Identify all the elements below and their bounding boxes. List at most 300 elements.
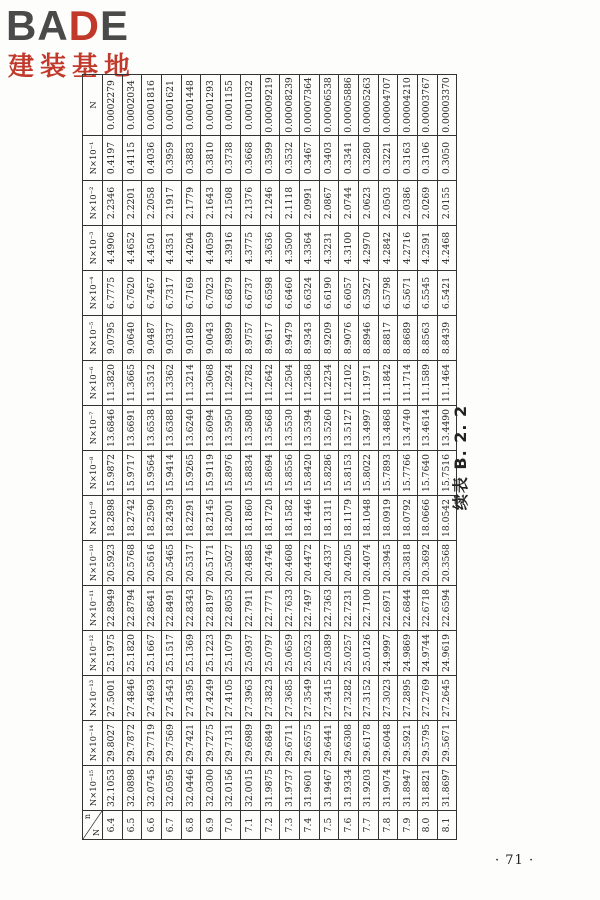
table-row	[103, 75, 123, 840]
table-cell: 0.3599	[260, 136, 280, 181]
table-cell: 24.9744	[418, 631, 438, 676]
table-cell: 22.6844	[398, 586, 418, 631]
table-cell: 13.5950	[221, 406, 241, 451]
table-cell: 29.6178	[358, 721, 378, 766]
table-cell: 18.2291	[181, 496, 201, 541]
table-cell: 20.4746	[260, 541, 280, 586]
table-cell: 15.9265	[181, 451, 201, 496]
table-cell: 2.0386	[398, 181, 418, 226]
table-cell: 25.1079	[221, 631, 241, 676]
table-cell: 0.0001032	[240, 75, 260, 136]
table-cell: 25.1223	[201, 631, 221, 676]
table-cell: 20.4074	[358, 541, 378, 586]
logo-chinese-text: 建装基地	[8, 52, 137, 82]
table-cell: 15.8556	[280, 451, 300, 496]
table-cell: 15.9717	[122, 451, 142, 496]
table-cell: 18.2742	[122, 496, 142, 541]
table-cell: 32.0595	[162, 766, 182, 811]
table-cell: 29.6575	[299, 721, 319, 766]
table-cell: 32.0156	[221, 766, 241, 811]
table-cell: 13.4868	[378, 406, 398, 451]
table-cell: 8.9209	[319, 316, 339, 361]
table-cell: 20.5027	[221, 541, 241, 586]
table-cell: 29.5921	[398, 721, 418, 766]
table-cell: 11.1589	[418, 361, 438, 406]
table-cell: 27.3549	[299, 676, 319, 721]
table-cell: 13.6538	[142, 406, 162, 451]
table-cell: 0.00005263	[358, 75, 378, 136]
table-cell: 2.0623	[358, 181, 378, 226]
column-header: N×10⁻⁹	[83, 496, 103, 541]
table-cell: 20.5616	[142, 541, 162, 586]
table-cell: 4.3500	[280, 226, 300, 271]
table-body	[103, 75, 457, 840]
table-cell: 15.9564	[142, 451, 162, 496]
table-cell: 31.9875	[260, 766, 280, 811]
table-cell: 20.4472	[299, 541, 319, 586]
table-cell: 13.4997	[358, 406, 378, 451]
table-cell: 9.0795	[103, 316, 123, 361]
table-cell: 25.1975	[103, 631, 123, 676]
table-cell: 11.3820	[103, 361, 123, 406]
table-cell: 4.3100	[339, 226, 359, 271]
table-cell: 20.3568	[437, 541, 457, 586]
table-row	[378, 75, 398, 840]
table-cell: 4.3916	[221, 226, 241, 271]
table-cell: 6.6460	[280, 271, 300, 316]
table-cell: 25.0937	[240, 631, 260, 676]
row-n-cell: 7.4	[299, 811, 319, 840]
table-cell: 22.7771	[260, 586, 280, 631]
table-cell: 25.0389	[319, 631, 339, 676]
table-row	[260, 75, 280, 840]
table-cell: 22.6971	[378, 586, 398, 631]
table-cell: 8.8439	[437, 316, 457, 361]
table-cell: 0.0001155	[221, 75, 241, 136]
table-cell: 0.00008239	[280, 75, 300, 136]
table-cell: 32.0300	[201, 766, 221, 811]
table-cell: 22.7231	[339, 586, 359, 631]
table-cell: 29.5795	[418, 721, 438, 766]
table-cell: 27.4846	[122, 676, 142, 721]
table-cell: 2.0503	[378, 181, 398, 226]
table-cell: 0.3106	[418, 136, 438, 181]
table-cell: 27.4543	[162, 676, 182, 721]
table-cell: 29.7872	[122, 721, 142, 766]
table-cell: 0.3341	[339, 136, 359, 181]
table-cell: 6.7775	[103, 271, 123, 316]
table-row	[398, 75, 418, 840]
table-cell: 27.5001	[103, 676, 123, 721]
table-cell: 2.1118	[280, 181, 300, 226]
table-cell: 8.9343	[299, 316, 319, 361]
column-header: N×10⁻³	[83, 226, 103, 271]
table-cell: 2.1508	[221, 181, 241, 226]
table-cell: 0.3221	[378, 136, 398, 181]
row-n-cell: 8.0	[418, 811, 438, 840]
table-cell: 15.9414	[162, 451, 182, 496]
table-cell: 15.9872	[103, 451, 123, 496]
table-cell: 22.8641	[142, 586, 162, 631]
table-cell: 25.1517	[162, 631, 182, 676]
table-cell: 11.1971	[358, 361, 378, 406]
table-cell: 2.1779	[181, 181, 201, 226]
table-cell: 0.3810	[201, 136, 221, 181]
table-cell: 25.0257	[339, 631, 359, 676]
table-cell: 20.4885	[240, 541, 260, 586]
table-cell: 0.00007364	[299, 75, 319, 136]
table-cell: 0.4115	[122, 136, 142, 181]
table-cell: 27.3415	[319, 676, 339, 721]
row-n-cell: 6.4	[103, 811, 123, 840]
table-cell: 31.8821	[418, 766, 438, 811]
table-cell: 31.9467	[319, 766, 339, 811]
table-cell: 11.2782	[240, 361, 260, 406]
table-cell: 4.2591	[418, 226, 438, 271]
table-cell: 11.3068	[201, 361, 221, 406]
table-cell: 22.8794	[122, 586, 142, 631]
table-cell: 18.1582	[280, 496, 300, 541]
table-cell: 0.00004210	[398, 75, 418, 136]
table-cell: 6.7023	[201, 271, 221, 316]
table-cell: 22.8343	[181, 586, 201, 631]
table-cell: 20.5171	[201, 541, 221, 586]
table-cell: 27.3963	[240, 676, 260, 721]
row-n-cell: 7.1	[240, 811, 260, 840]
table-cell: 24.9869	[398, 631, 418, 676]
table-cell: 13.4490	[437, 406, 457, 451]
table-cell: 0.3959	[162, 136, 182, 181]
table-cell: 27.4395	[181, 676, 201, 721]
table-cell: 8.8689	[398, 316, 418, 361]
table-cell: 25.0523	[299, 631, 319, 676]
bade-logo	[6, 4, 176, 84]
table-cell: 13.4614	[418, 406, 438, 451]
table-cell: 15.7893	[378, 451, 398, 496]
table-cell: 11.3362	[162, 361, 182, 406]
table-cell: 18.2439	[162, 496, 182, 541]
table-cell: 27.4249	[201, 676, 221, 721]
table-cell: 20.5317	[181, 541, 201, 586]
table-cell: 22.8491	[162, 586, 182, 631]
table-cell: 0.00004707	[378, 75, 398, 136]
table-cell: 0.00009219	[260, 75, 280, 136]
table-cell: 18.0792	[398, 496, 418, 541]
table-cell: 2.0744	[339, 181, 359, 226]
table-cell: 11.2504	[280, 361, 300, 406]
table-cell: 13.5668	[260, 406, 280, 451]
table-cell: 8.9757	[240, 316, 260, 361]
column-header: N×10⁻¹	[83, 136, 103, 181]
table-cell: 0.0002279	[103, 75, 123, 136]
table-cell: 25.1820	[122, 631, 142, 676]
corner-header-cell	[83, 811, 103, 840]
table-cell: 6.5927	[358, 271, 378, 316]
table-cell: 20.3818	[398, 541, 418, 586]
table-cell: 27.2645	[437, 676, 457, 721]
table-cell: 22.8197	[201, 586, 221, 631]
table-cell: 8.8946	[358, 316, 378, 361]
table-cell: 6.5545	[418, 271, 438, 316]
column-header: N×10⁻¹³	[83, 676, 103, 721]
table-cell: 2.0155	[437, 181, 457, 226]
table-cell: 0.3050	[437, 136, 457, 181]
table-cell: 0.00005886	[339, 75, 359, 136]
table-cell: 0.3883	[181, 136, 201, 181]
row-n-cell: 6.8	[181, 811, 201, 840]
table-cell: 18.0542	[437, 496, 457, 541]
row-n-cell: 7.0	[221, 811, 241, 840]
table-cell: 31.8947	[398, 766, 418, 811]
table-cell: 0.3738	[221, 136, 241, 181]
table-cell: 13.6691	[122, 406, 142, 451]
table-cell: 13.6388	[162, 406, 182, 451]
page-number: · 71 ·	[495, 853, 535, 868]
table-cell: 2.2058	[142, 181, 162, 226]
row-n-cell: 7.6	[339, 811, 359, 840]
table-cell: 25.0126	[358, 631, 378, 676]
table-cell: 4.4906	[103, 226, 123, 271]
table-cell: 20.3945	[378, 541, 398, 586]
table-cell: 15.7516	[437, 451, 457, 496]
row-n-cell: 7.2	[260, 811, 280, 840]
column-header: N×10⁻¹⁵	[83, 766, 103, 811]
table-cell: 32.0015	[240, 766, 260, 811]
table-cell: 4.4204	[181, 226, 201, 271]
table-cell: 15.7640	[418, 451, 438, 496]
table-cell: 0.4197	[103, 136, 123, 181]
table-cell: 15.8286	[319, 451, 339, 496]
table-cell: 6.6598	[260, 271, 280, 316]
table-cell: 9.0337	[162, 316, 182, 361]
row-n-cell: 7.8	[378, 811, 398, 840]
table-row	[181, 75, 201, 840]
row-n-cell: 7.9	[398, 811, 418, 840]
table-row	[299, 75, 319, 840]
table-cell: 6.7467	[142, 271, 162, 316]
table-cell: 29.6308	[339, 721, 359, 766]
table-cell: 20.4205	[339, 541, 359, 586]
table-cell: 0.00006538	[319, 75, 339, 136]
table-cell: 11.2642	[260, 361, 280, 406]
table-row	[240, 75, 260, 840]
table-cell: 32.0898	[122, 766, 142, 811]
table-row	[280, 75, 300, 840]
column-header: N×10⁻²	[83, 181, 103, 226]
table-cell: 18.1179	[339, 496, 359, 541]
table-cell: 0.3467	[299, 136, 319, 181]
table-cell: 0.0001293	[201, 75, 221, 136]
table-cell: 0.0001816	[142, 75, 162, 136]
table-cell: 11.2234	[319, 361, 339, 406]
table-cell: 0.0001448	[181, 75, 201, 136]
data-table	[82, 74, 457, 840]
table-cell: 31.9334	[339, 766, 359, 811]
table-cell: 11.2924	[221, 361, 241, 406]
table-cell: 11.1714	[398, 361, 418, 406]
table-cell: 6.5671	[398, 271, 418, 316]
table-cell: 18.1446	[299, 496, 319, 541]
table-cell: 25.1369	[181, 631, 201, 676]
table-cell: 18.1048	[358, 496, 378, 541]
table-cell: 27.3023	[378, 676, 398, 721]
table-cell: 6.7620	[122, 271, 142, 316]
table-cell: 18.0919	[378, 496, 398, 541]
table-cell: 8.9899	[221, 316, 241, 361]
table-cell: 18.2590	[142, 496, 162, 541]
table-cell: 13.4740	[398, 406, 418, 451]
table-cell: 29.8027	[103, 721, 123, 766]
rotated-page-content	[82, 75, 569, 840]
logo-wordmark: BADE	[6, 2, 130, 49]
table-cell: 0.3163	[398, 136, 418, 181]
table-cell: 31.8697	[437, 766, 457, 811]
table-cell: 11.2102	[339, 361, 359, 406]
table-cell: 0.3280	[358, 136, 378, 181]
table-cell: 2.1643	[201, 181, 221, 226]
table-cell: 27.4105	[221, 676, 241, 721]
table-cell: 27.3823	[260, 676, 280, 721]
table-cell: 32.1053	[103, 766, 123, 811]
table-row	[201, 75, 221, 840]
table-cell: 9.0043	[201, 316, 221, 361]
table-row	[142, 75, 162, 840]
table-cell: 9.0640	[122, 316, 142, 361]
table-cell: 25.0659	[280, 631, 300, 676]
table-cell: 11.2368	[299, 361, 319, 406]
table-cell: 8.8563	[418, 316, 438, 361]
table-cell: 2.2346	[103, 181, 123, 226]
table-cell: 31.9203	[358, 766, 378, 811]
table-cell: 29.5671	[437, 721, 457, 766]
column-header: N×10⁻⁷	[83, 406, 103, 451]
table-cell: 4.4351	[162, 226, 182, 271]
table-cell: 15.8834	[240, 451, 260, 496]
table-cell: 13.5260	[319, 406, 339, 451]
table-cell: 13.5530	[280, 406, 300, 451]
column-header: N×10⁻¹⁴	[83, 721, 103, 766]
table-cell: 27.3152	[358, 676, 378, 721]
table-cell: 6.6737	[240, 271, 260, 316]
table-cell: 13.5127	[339, 406, 359, 451]
table-cell: 4.2716	[398, 226, 418, 271]
table-cell: 18.2001	[221, 496, 241, 541]
table-cell: 24.9997	[378, 631, 398, 676]
table-cell: 11.1464	[437, 361, 457, 406]
table-cell: 6.5421	[437, 271, 457, 316]
table-cell: 11.1842	[378, 361, 398, 406]
column-header: N×10⁻¹⁰	[83, 541, 103, 586]
table-cell: 18.2145	[201, 496, 221, 541]
table-cell: 29.6441	[319, 721, 339, 766]
table-cell: 13.5808	[240, 406, 260, 451]
table-cell: 15.8420	[299, 451, 319, 496]
row-n-cell: 7.5	[319, 811, 339, 840]
table-cell: 27.3685	[280, 676, 300, 721]
corner-label-n: n	[83, 814, 92, 820]
table-cell: 4.3364	[299, 226, 319, 271]
table-cell: 25.1667	[142, 631, 162, 676]
column-header: N	[83, 75, 103, 136]
column-header: N×10⁻⁸	[83, 451, 103, 496]
table-cell: 20.4337	[319, 541, 339, 586]
table-cell: 20.4608	[280, 541, 300, 586]
table-header-row	[83, 75, 103, 840]
table-cell: 2.0269	[418, 181, 438, 226]
table-cell: 8.9076	[339, 316, 359, 361]
table-cell: 22.7911	[240, 586, 260, 631]
table-cell: 6.5798	[378, 271, 398, 316]
table-cell: 13.6094	[201, 406, 221, 451]
table-cell: 4.3231	[319, 226, 339, 271]
table-row	[162, 75, 182, 840]
table-cell: 15.8153	[339, 451, 359, 496]
table-cell: 18.0666	[418, 496, 438, 541]
table-cell: 0.4036	[142, 136, 162, 181]
row-n-cell: 6.9	[201, 811, 221, 840]
table-cell: 27.2769	[418, 676, 438, 721]
row-n-cell: 7.3	[280, 811, 300, 840]
table-cell: 29.7569	[162, 721, 182, 766]
table-cell: 20.3692	[418, 541, 438, 586]
table-row	[339, 75, 359, 840]
row-n-cell: 6.5	[122, 811, 142, 840]
table-cell: 11.3214	[181, 361, 201, 406]
column-header: N×10⁻¹²	[83, 631, 103, 676]
table-row	[122, 75, 142, 840]
row-n-cell: 8.1	[437, 811, 457, 840]
table-cell: 2.1917	[162, 181, 182, 226]
table-cell: 9.0189	[181, 316, 201, 361]
table-cell: 29.6048	[378, 721, 398, 766]
table-cell: 22.7100	[358, 586, 378, 631]
table-cell: 20.5768	[122, 541, 142, 586]
table-cell: 13.6846	[103, 406, 123, 451]
table-cell: 29.7719	[142, 721, 162, 766]
table-cell: 20.5465	[162, 541, 182, 586]
table-cell: 15.8976	[221, 451, 241, 496]
table-cell: 4.2970	[358, 226, 378, 271]
table-cell: 6.6190	[319, 271, 339, 316]
table-cell: 15.8694	[260, 451, 280, 496]
table-cell: 15.7766	[398, 451, 418, 496]
row-n-cell: 6.6	[142, 811, 162, 840]
corner-label-N: N	[92, 829, 101, 836]
table-cell: 4.2842	[378, 226, 398, 271]
table-cell: 4.2468	[437, 226, 457, 271]
table-cell: 15.9119	[201, 451, 221, 496]
table-cell: 0.0001621	[162, 75, 182, 136]
table-cell: 22.6718	[418, 586, 438, 631]
table-cell: 2.1376	[240, 181, 260, 226]
table-cell: 31.9601	[299, 766, 319, 811]
table-cell: 22.7633	[280, 586, 300, 631]
table-cell: 27.3282	[339, 676, 359, 721]
table-caption: 续表 B. 2. 2	[451, 404, 470, 511]
table-cell: 6.7317	[162, 271, 182, 316]
table-cell: 20.5923	[103, 541, 123, 586]
table-cell: 8.9617	[260, 316, 280, 361]
table-cell: 25.0797	[260, 631, 280, 676]
table-cell: 29.7131	[221, 721, 241, 766]
table-cell: 0.0002034	[122, 75, 142, 136]
column-header: N×10⁻⁵	[83, 316, 103, 361]
row-n-cell: 7.7	[358, 811, 378, 840]
table-cell: 27.2895	[398, 676, 418, 721]
table-cell: 29.6711	[280, 721, 300, 766]
table-cell: 15.8022	[358, 451, 378, 496]
table-cell: 4.4059	[201, 226, 221, 271]
